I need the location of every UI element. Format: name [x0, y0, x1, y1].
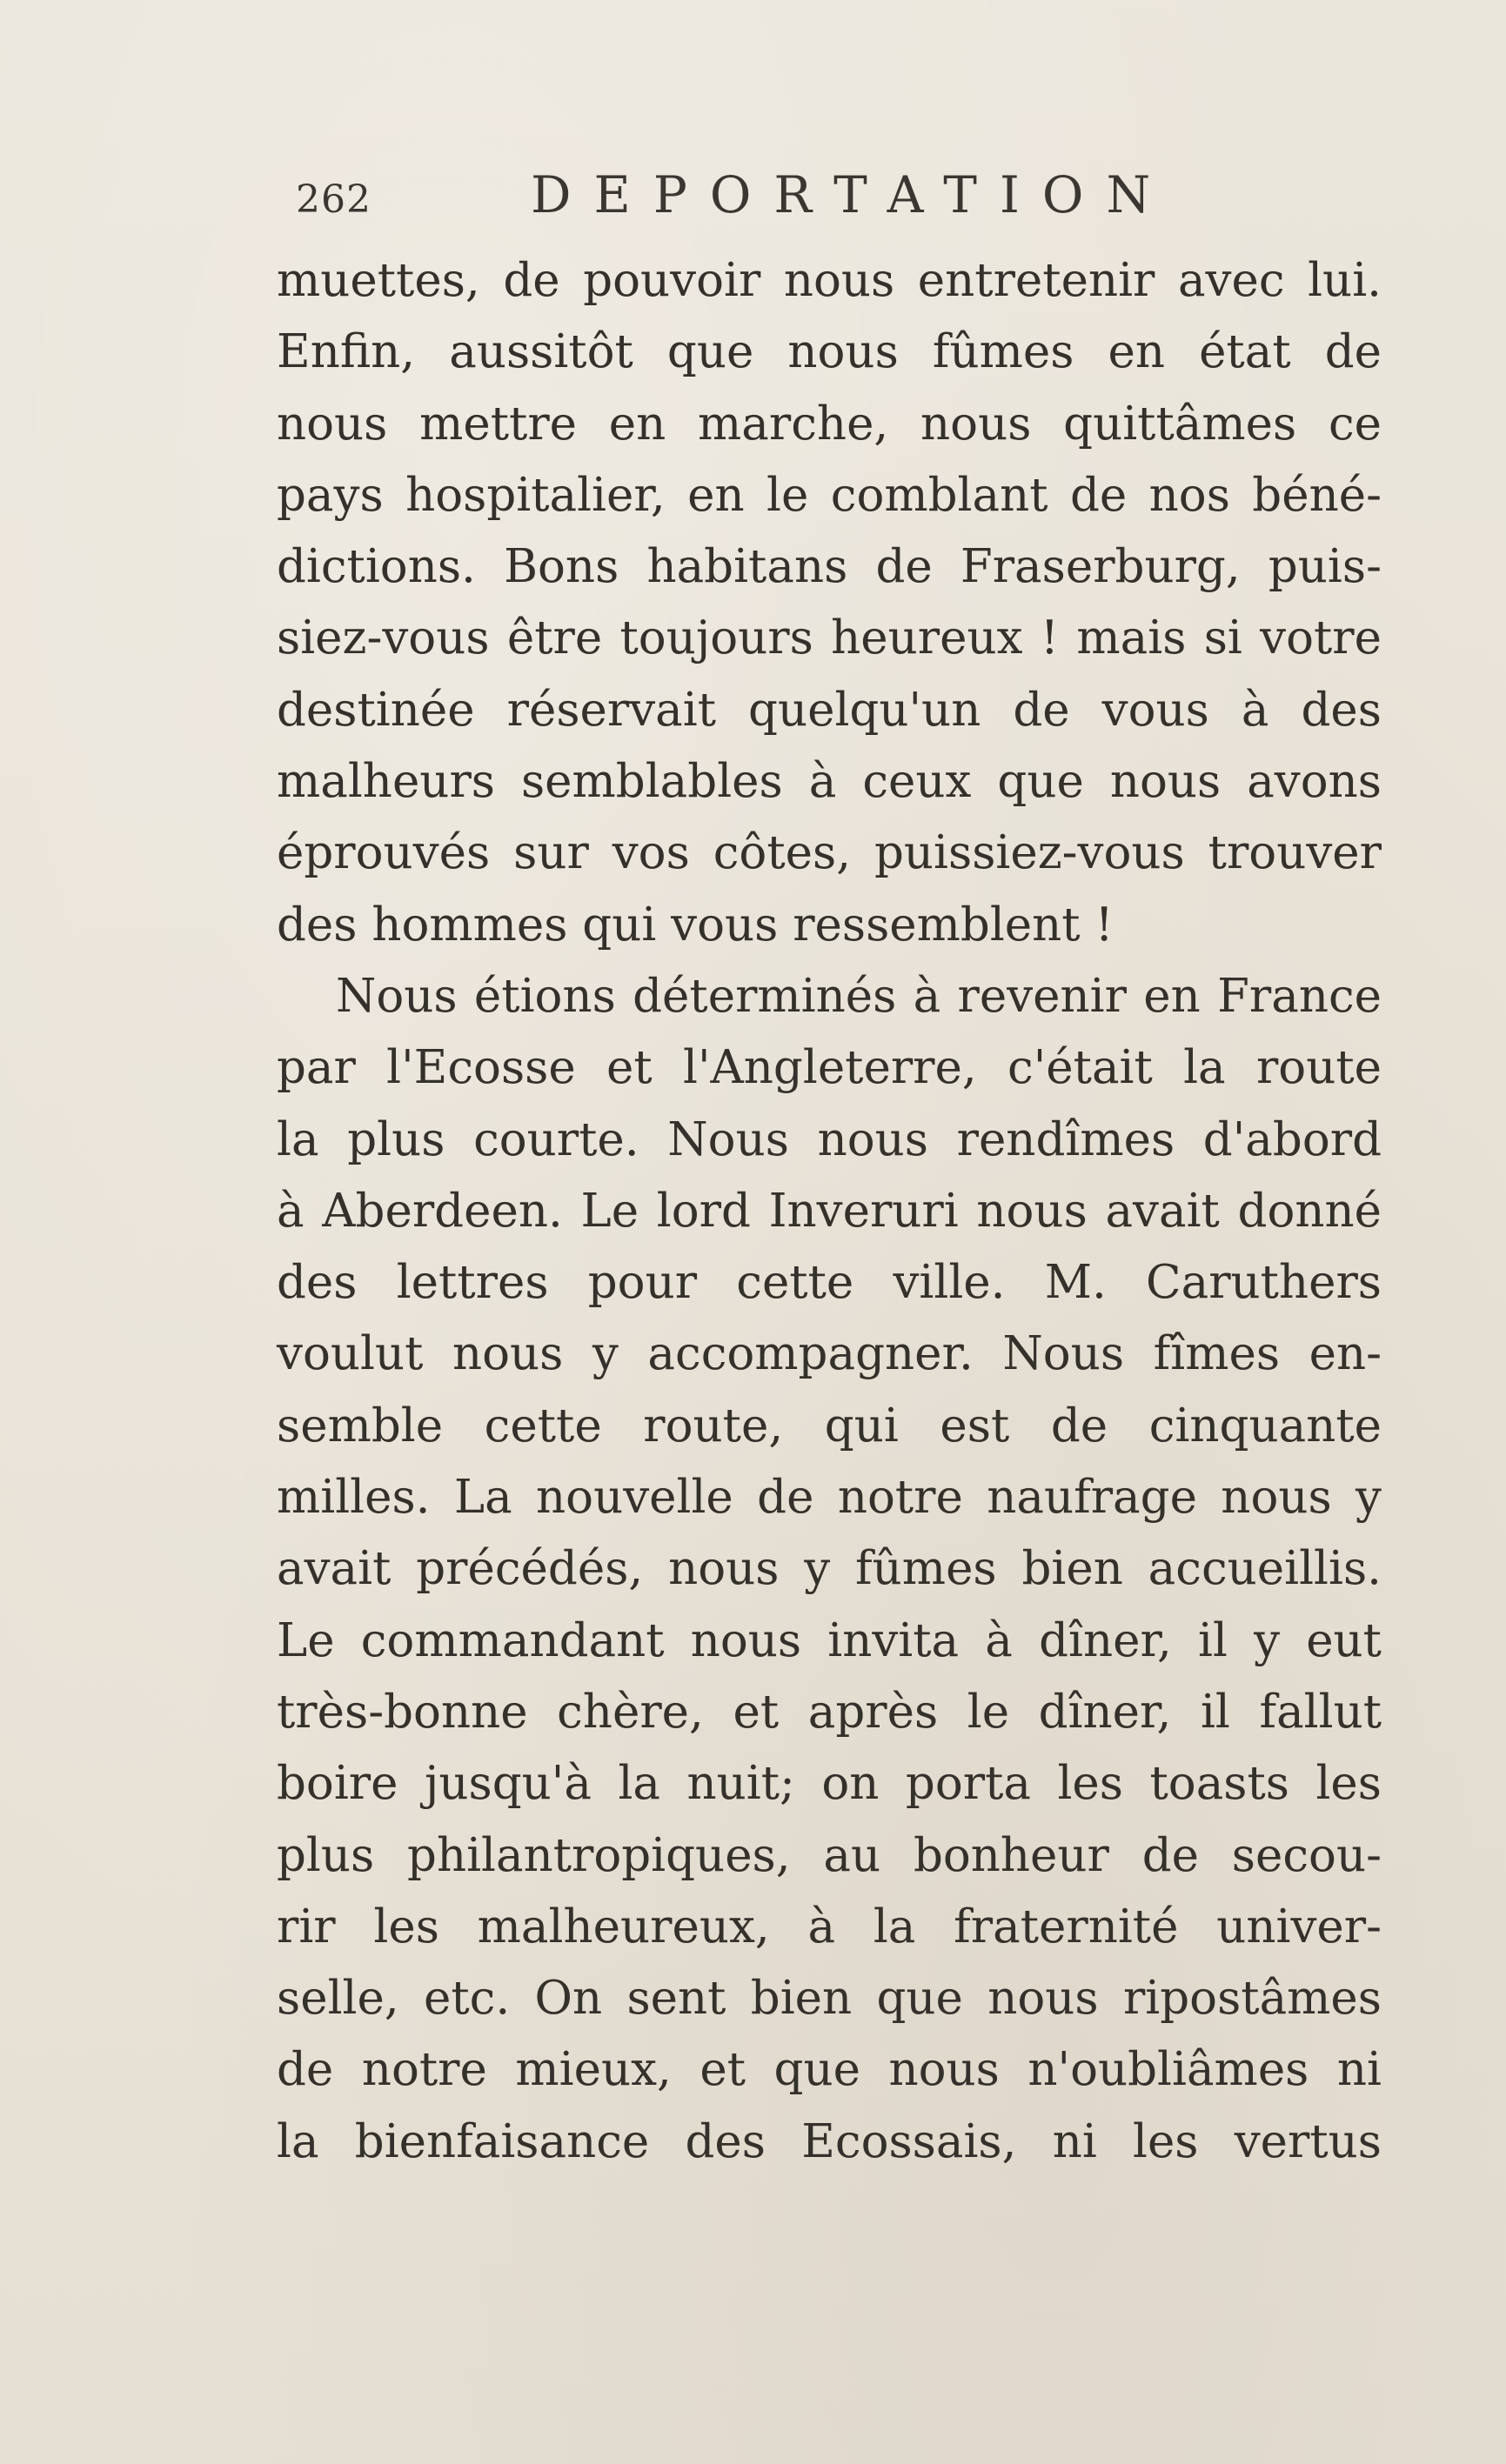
text-line: éprouvés sur vos côtes, puissiez-vous trouver: [277, 826, 1382, 880]
running-head: [296, 165, 1383, 244]
text-line: la plus courte. Nous nous rendîmes d'abord: [277, 1112, 1382, 1166]
text-line: muettes, de pouvoir nous entretenir avec lui.: [277, 254, 1382, 307]
text-line: de notre mieux, et que nous n'oubliâmes ni: [277, 2043, 1382, 2097]
text-line: milles. La nouvelle de notre naufrage nous y: [277, 1471, 1382, 1525]
text-line: dictions. Bons habitans de Fraserburg, puis-: [277, 540, 1382, 594]
text-line: semble cette route, qui est de cinquante: [277, 1399, 1382, 1452]
running-title: DEPORTATION: [531, 165, 1174, 224]
text-line: la bienfaisance des Ecossais, ni les vertus: [277, 2114, 1382, 2168]
text-line: des hommes qui vous ressemblent !: [277, 898, 1114, 952]
text-line: très-bonne chère, et après le dîner, il fallut: [277, 1685, 1382, 1739]
text-line: avait précédés, nous y fûmes bien accueillis.: [277, 1542, 1382, 1596]
text-line: rir les malheureux, à la fraternité univer-: [277, 1900, 1382, 1953]
text-line: nous mettre en marche, nous quittâmes ce: [277, 397, 1382, 451]
text-line: Le commandant nous invita à dîner, il y eut: [277, 1613, 1382, 1667]
text-line: siez-vous être toujours heureux ! mais si votre: [277, 611, 1382, 665]
text-line: selle, etc. On sent bien que nous ripostâmes: [277, 1972, 1382, 2026]
body-text: [277, 245, 1382, 2178]
text-line: voulut nous y accompagner. Nous fîmes en-: [277, 1327, 1382, 1381]
text-line: des lettres pour cette ville. M. Caruthers: [277, 1256, 1382, 1310]
text-line: par l'Ecosse et l'Angleterre, c'était la route: [277, 1041, 1382, 1095]
page-number: 262: [296, 177, 371, 222]
text-line: malheurs semblables à ceux que nous avons: [277, 755, 1382, 809]
text-line: destinée réservait quelqu'un de vous à des: [277, 683, 1382, 737]
text-line: plus philantropiques, au bonheur de secou-: [277, 1828, 1382, 1882]
text-line: Nous étions déterminés à revenir en France: [336, 969, 1382, 1023]
text-line: à Aberdeen. Le lord Inveruri nous avait donné: [277, 1184, 1382, 1238]
text-line: pays hospitalier, en le comblant de nos béné-: [277, 468, 1382, 522]
text-line: boire jusqu'à la nuit; on porta les toasts les: [277, 1757, 1382, 1811]
text-line: Enfin, aussitôt que nous fûmes en état de: [277, 325, 1382, 379]
